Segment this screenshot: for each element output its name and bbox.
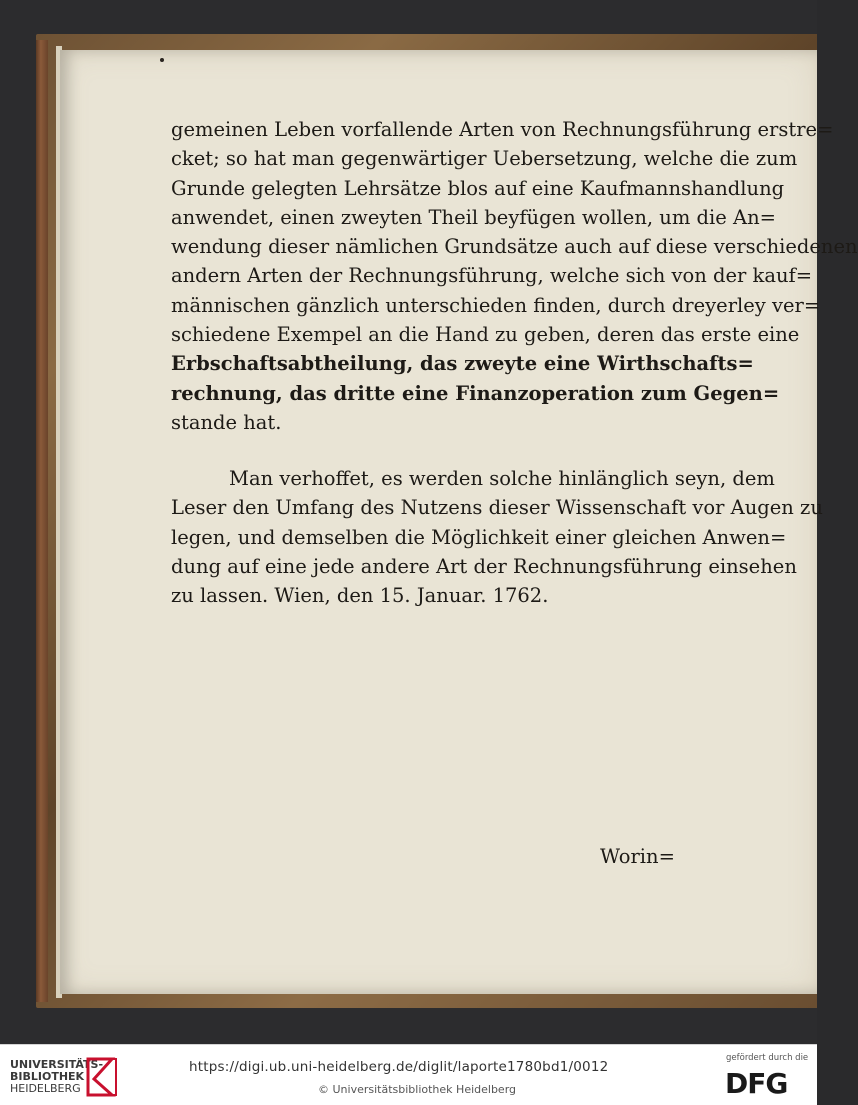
library-name-line: UNIVERSITÄTS- xyxy=(10,1058,104,1071)
text-line: Leser den Umfang des Nutzens dieser Wissenschaft vor Augen zu xyxy=(171,496,823,520)
text-line: andern Arten der Rechnungsführung, welche sich von der kauf= xyxy=(171,264,813,288)
text-line: Man verhoffet, es werden solche hinlänglich seyn, dem xyxy=(229,467,775,490)
text-line: Erbschaftsabtheilung, das zweyte eine Wirthschafts= xyxy=(171,352,754,376)
text-line: schiedene Exempel an die Hand zu geben, deren das erste eine xyxy=(171,323,800,347)
page-url-link[interactable]: https://digi.ub.uni-heidelberg.de/diglit/laporte1780bd1/0012 xyxy=(189,1059,609,1075)
text-line: dung auf eine jede andere Art der Rechnungsführung einsehen xyxy=(171,554,797,578)
dfg-logo-icon: DFG xyxy=(725,1067,788,1100)
text-line: rechnung, das dritte eine Finanzoperation zum Gegen= xyxy=(171,381,780,405)
text-line: männischen gänzlich unterschieden finden, durch dreyerley ver= xyxy=(171,293,821,317)
funder-logo[interactable] xyxy=(720,1053,810,1101)
viewer-footer xyxy=(0,1044,817,1105)
paragraph-2 xyxy=(171,464,823,610)
text-line: cket; so hat man gegenwärtiger Uebersetzung, welche die zum xyxy=(171,147,798,171)
text-line: wendung dieser nämlichen Grundsätze auch auf diese verschiedenen xyxy=(171,235,858,259)
paragraph-1 xyxy=(171,115,858,437)
library-emblem-icon xyxy=(84,1057,120,1097)
text-line: gemeinen Leben vorfallende Arten von Rechnungsführung erstre= xyxy=(171,118,834,141)
text-line: zu lassen. Wien, den 15. Januar. 1762. xyxy=(171,584,549,608)
ink-speck xyxy=(160,58,164,62)
library-logo[interactable] xyxy=(10,1055,180,1095)
catchword: Worin= xyxy=(600,845,675,868)
copyright-notice: © Universitätsbibliothek Heidelberg xyxy=(318,1083,517,1096)
book-spine-leather xyxy=(36,40,48,1002)
library-name-line: HEIDELBERG xyxy=(10,1082,81,1095)
text-line: legen, und demselben die Möglichkeit einer gleichen Anwen= xyxy=(171,525,787,549)
funder-caption: gefördert durch die xyxy=(726,1053,809,1063)
text-line: stande hat. xyxy=(171,410,282,434)
text-line: anwendet, einen zweyten Theil beyfügen wollen, um die An= xyxy=(171,205,776,229)
text-line: Grunde gelegten Lehrsätze blos auf eine Kaufmannshandlung xyxy=(171,176,785,200)
library-name-line: BIBLIOTHEK xyxy=(10,1070,85,1083)
